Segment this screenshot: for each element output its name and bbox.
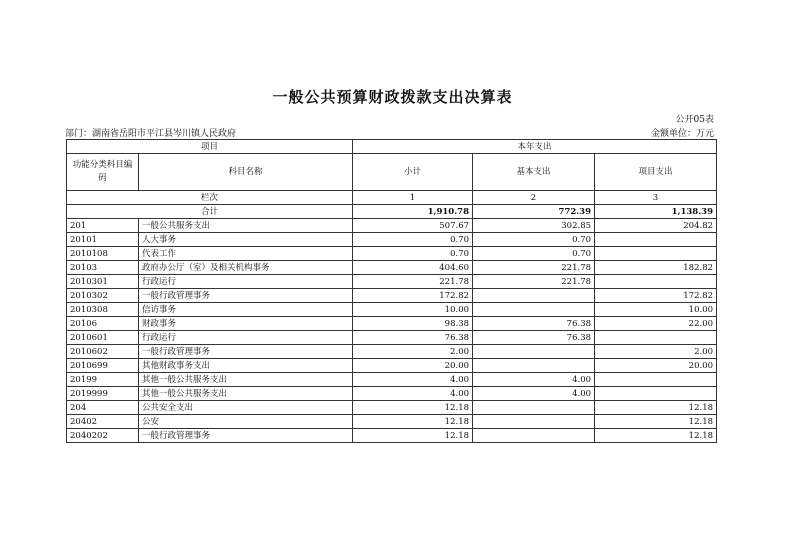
row-subtotal: 0.70 (353, 247, 473, 261)
row-subtotal: 172.82 (353, 289, 473, 303)
row-code: 2040202 (67, 429, 139, 443)
table-row (67, 387, 717, 401)
row-basic (473, 345, 595, 359)
table-row (67, 233, 717, 247)
row-subtotal: 221.78 (353, 275, 473, 289)
row-project: 22.00 (595, 317, 717, 331)
row-code: 2010699 (67, 359, 139, 373)
row-name: 一般行政管理事务 (139, 429, 353, 443)
row-name: 其他财政事务支出 (139, 359, 353, 373)
total-row (67, 205, 717, 219)
column-index-label: 栏次 (67, 191, 353, 205)
row-subtotal: 20.00 (353, 359, 473, 373)
row-basic: 221.78 (473, 261, 595, 275)
table-row (67, 261, 717, 275)
column-index-3: 3 (595, 191, 717, 205)
row-code: 2010602 (67, 345, 139, 359)
row-basic: 302.85 (473, 219, 595, 233)
row-basic (473, 303, 595, 317)
row-subtotal: 507.67 (353, 219, 473, 233)
row-subtotal: 404.60 (353, 261, 473, 275)
row-name: 人大事务 (139, 233, 353, 247)
row-subtotal: 98.38 (353, 317, 473, 331)
row-name: 其他一般公共服务支出 (139, 373, 353, 387)
row-basic: 0.70 (473, 233, 595, 247)
table-row (67, 345, 717, 359)
row-basic (473, 415, 595, 429)
row-code: 201 (67, 219, 139, 233)
row-project: 2.00 (595, 345, 717, 359)
row-code: 2010301 (67, 275, 139, 289)
row-basic: 221.78 (473, 275, 595, 289)
row-project (595, 331, 717, 345)
row-name: 信访事务 (139, 303, 353, 317)
row-basic: 4.00 (473, 387, 595, 401)
row-name: 行政运行 (139, 275, 353, 289)
unit-label: 金额单位：万元 (650, 129, 714, 139)
form-number: 公开05表 (675, 115, 714, 125)
table-row (67, 359, 717, 373)
row-code: 20103 (67, 261, 139, 275)
row-name: 财政事务 (139, 317, 353, 331)
row-project: 172.82 (595, 289, 717, 303)
department-label: 部门：湖南省岳阳市平江县岑川镇人民政府 (65, 129, 237, 139)
table-row (67, 219, 717, 233)
row-code: 20101 (67, 233, 139, 247)
header-row-2 (67, 154, 717, 191)
row-code: 20199 (67, 373, 139, 387)
row-basic (473, 429, 595, 443)
row-name: 政府办公厅（室）及相关机构事务 (139, 261, 353, 275)
row-subtotal: 76.38 (353, 331, 473, 345)
table-row (67, 429, 717, 443)
row-subtotal: 12.18 (353, 415, 473, 429)
row-project: 10.00 (595, 303, 717, 317)
row-name: 一般行政管理事务 (139, 289, 353, 303)
table-row (67, 415, 717, 429)
row-name: 一般公共服务支出 (139, 219, 353, 233)
row-project: 12.18 (595, 429, 717, 443)
row-basic: 4.00 (473, 373, 595, 387)
row-project (595, 387, 717, 401)
total-basic: 772.39 (473, 205, 595, 219)
table-row (67, 401, 717, 415)
row-code: 2010308 (67, 303, 139, 317)
row-subtotal: 0.70 (353, 233, 473, 247)
row-project: 20.00 (595, 359, 717, 373)
row-subtotal: 2.00 (353, 345, 473, 359)
column-index-1: 1 (353, 191, 473, 205)
table-row (67, 331, 717, 345)
row-code: 204 (67, 401, 139, 415)
row-basic: 76.38 (473, 331, 595, 345)
row-project: 12.18 (595, 415, 717, 429)
column-index-row (67, 191, 717, 205)
row-subtotal: 12.18 (353, 401, 473, 415)
row-name: 公共安全支出 (139, 401, 353, 415)
row-code: 2010108 (67, 247, 139, 261)
row-project (595, 373, 717, 387)
row-subtotal: 10.00 (353, 303, 473, 317)
table-row (67, 275, 717, 289)
header-name: 科目名称 (139, 154, 353, 191)
total-label: 合计 (67, 205, 353, 219)
header-project: 项目支出 (595, 154, 717, 191)
row-name: 代表工作 (139, 247, 353, 261)
header-row-1 (67, 140, 717, 154)
row-name: 其他一般公共服务支出 (139, 387, 353, 401)
row-project: 182.82 (595, 261, 717, 275)
header-current-year: 本年支出 (353, 140, 717, 154)
row-basic (473, 289, 595, 303)
table-row (67, 247, 717, 261)
header-code: 功能分类科目编码 (67, 154, 139, 191)
table-row (67, 373, 717, 387)
expenditure-table (66, 139, 717, 443)
page-title: 一般公共预算财政拨款支出决算表 (272, 88, 513, 106)
total-subtotal: 1,910.78 (353, 205, 473, 219)
header-subtotal: 小计 (353, 154, 473, 191)
row-subtotal: 4.00 (353, 373, 473, 387)
row-name: 行政运行 (139, 331, 353, 345)
row-code: 2019999 (67, 387, 139, 401)
row-project (595, 275, 717, 289)
row-project: 12.18 (595, 401, 717, 415)
row-project (595, 233, 717, 247)
row-code: 2010601 (67, 331, 139, 345)
header-basic: 基本支出 (473, 154, 595, 191)
column-index-2: 2 (473, 191, 595, 205)
header-item: 项目 (67, 140, 353, 154)
row-subtotal: 4.00 (353, 387, 473, 401)
table-row (67, 303, 717, 317)
row-project (595, 247, 717, 261)
row-basic (473, 401, 595, 415)
total-project: 1,138.39 (595, 205, 717, 219)
row-code: 20402 (67, 415, 139, 429)
row-project: 204.82 (595, 219, 717, 233)
row-name: 一般行政管理事务 (139, 345, 353, 359)
row-subtotal: 12.18 (353, 429, 473, 443)
row-code: 20106 (67, 317, 139, 331)
row-basic: 0.70 (473, 247, 595, 261)
row-basic (473, 359, 595, 373)
row-name: 公安 (139, 415, 353, 429)
table-row (67, 317, 717, 331)
table-row (67, 289, 717, 303)
row-basic: 76.38 (473, 317, 595, 331)
row-code: 2010302 (67, 289, 139, 303)
